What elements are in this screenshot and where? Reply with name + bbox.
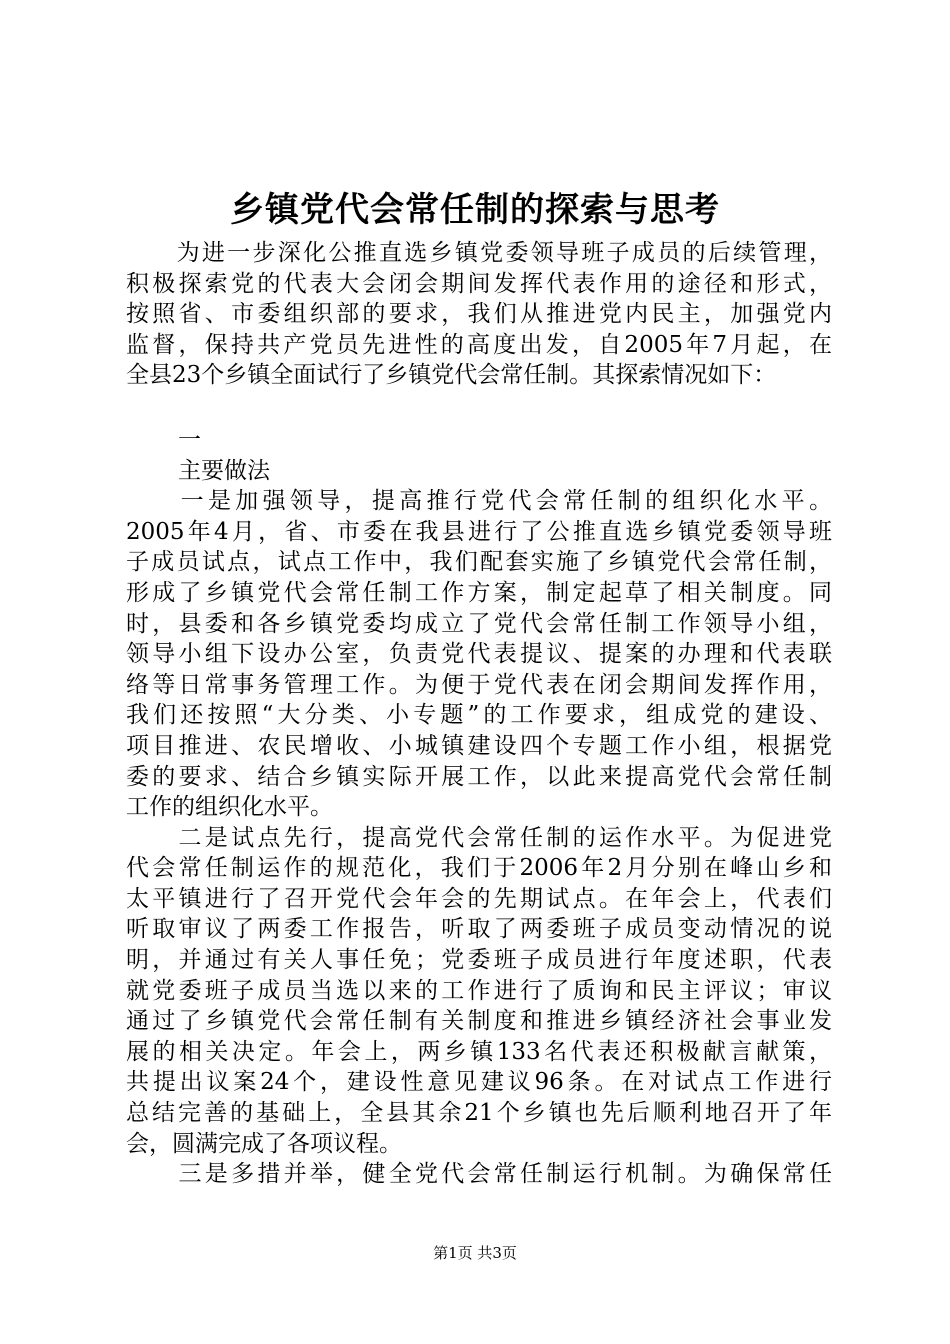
page-footer: 第1页 共3页	[433, 1244, 517, 1262]
text-line: 共提出议案24个，建设性意见建议96条。在对试点工作进行	[126, 1069, 832, 1096]
text-line: 我们还按照“大分类、小专题”的工作要求，组成党的建设、	[126, 702, 832, 729]
paragraph-3	[126, 1159, 832, 1190]
text-line: 通过了乡镇党代会常任制有关制度和推进乡镇经济社会事业发	[126, 1008, 832, 1035]
text-line: 委的要求、结合乡镇实际开展工作，以此来提高党代会常任制	[126, 763, 832, 790]
document-body	[126, 238, 832, 1190]
text-line: 一是加强领导，提高推行党代会常任制的组织化水平。	[126, 488, 832, 515]
text-line: 代会常任制运作的规范化，我们于2006年2月分别在峰山乡和	[126, 855, 832, 882]
intro-paragraph	[126, 238, 832, 391]
text-line: 子成员试点，试点工作中，我们配套实施了乡镇党代会常任制，	[126, 549, 832, 576]
text-line: 项目推进、农民增收、小城镇建设四个专题工作小组，根据党	[126, 732, 832, 759]
text-line: 监督，保持共产党员先进性的高度出发，自2005年7月起，在	[126, 331, 832, 358]
text-line: 络等日常事务管理工作。为便于党代表在闭会期间发挥作用，	[126, 671, 832, 698]
text-line: 时，县委和各乡镇党委均成立了党代会常任制工作领导小组，	[126, 610, 832, 637]
text-line: 明，并通过有关人事任免；党委班子成员进行年度述职，代表	[126, 947, 832, 974]
text-line: 全县23个乡镇全面试行了乡镇党代会常任制。其探索情况如下：	[126, 362, 777, 389]
text-line: 积极探索党的代表大会闭会期间发挥代表作用的途径和形式，	[126, 270, 832, 297]
text-line: 会，圆满完成了各项议程。	[126, 1130, 402, 1157]
text-line: 为进一步深化公推直选乡镇党委领导班子成员的后续管理，	[126, 240, 832, 266]
text-line: 领导小组下设办公室，负责党代表提议、提案的办理和代表联	[126, 641, 832, 668]
paragraph-1	[126, 486, 832, 823]
text-line: 总结完善的基础上，全县其余21个乡镇也先后顺利地召开了年	[126, 1100, 832, 1127]
section-number: 一	[178, 426, 201, 453]
document-title: 乡镇党代会常任制的探索与思考	[230, 190, 720, 230]
text-line: 太平镇进行了召开党代会年会的先期试点。在年会上，代表们	[126, 885, 832, 912]
text-line: 就党委班子成员当选以来的工作进行了质询和民主评议；审议	[126, 977, 832, 1004]
text-line: 三是多措并举，健全党代会常任制运行机制。为确保常任	[126, 1161, 832, 1188]
text-line: 2005年4月，省、市委在我县进行了公推直选乡镇党委领导班	[126, 518, 832, 545]
text-line: 形成了乡镇党代会常任制工作方案，制定起草了相关制度。同	[126, 579, 832, 606]
text-line: 按照省、市委组织部的要求，我们从推进党内民主，加强党内	[126, 301, 832, 328]
text-line: 工作的组织化水平。	[126, 794, 333, 821]
text-line: 展的相关决定。年会上，两乡镇133名代表还积极献言献策，	[126, 1038, 832, 1065]
section-heading: 主要做法	[178, 457, 270, 484]
paragraph-2	[126, 823, 832, 1160]
text-line: 二是试点先行，提高党代会常任制的运作水平。为促进党	[126, 824, 832, 851]
text-line: 听取审议了两委工作报告，听取了两委班子成员变动情况的说	[126, 916, 832, 943]
